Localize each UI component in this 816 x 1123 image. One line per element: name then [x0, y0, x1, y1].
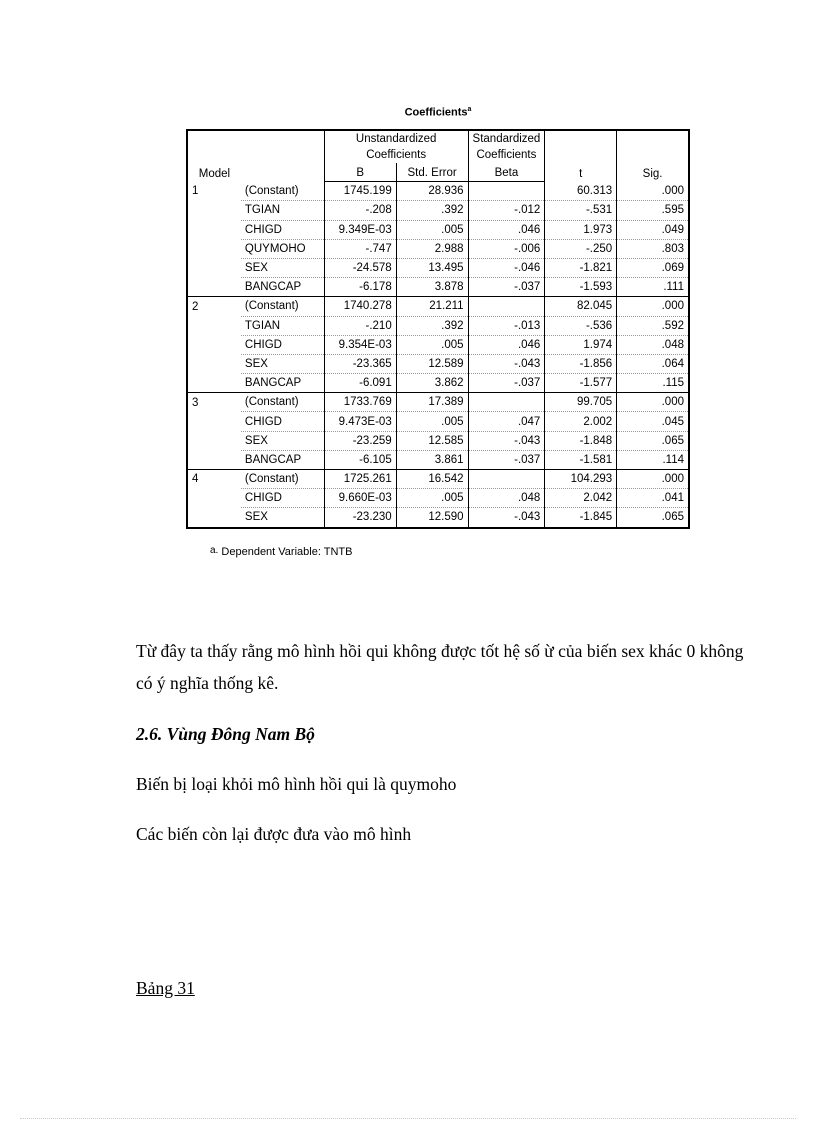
cell-sig: .069	[617, 258, 689, 277]
cell-model	[187, 508, 241, 528]
cell-b: 9.354E-03	[324, 335, 396, 354]
page-bottom-rule	[20, 1118, 796, 1119]
section-heading: 2.6. Vùng Đông Nam Bộ	[136, 724, 315, 744]
cell-variable: (Constant)	[241, 182, 324, 201]
table-title-superscript: a	[467, 106, 472, 113]
cell-sig: .045	[617, 412, 689, 431]
cell-std-error: 2.988	[396, 239, 468, 258]
cell-variable: CHIGD	[241, 335, 324, 354]
cell-b: 1745.199	[324, 182, 396, 201]
cell-t: 1.974	[545, 335, 617, 354]
cell-model	[187, 374, 241, 393]
cell-variable: BANGCAP	[244, 281, 302, 294]
cell-t: -1.577	[545, 374, 617, 393]
cell-t: 99.705	[545, 393, 617, 412]
cell-t: -1.845	[545, 508, 617, 528]
cell-b: 1733.769	[324, 393, 396, 412]
cell-sig: .000	[617, 393, 689, 412]
cell-b: -23.259	[324, 431, 396, 450]
cell-b: 1740.278	[324, 297, 396, 316]
cell-model: 3	[187, 393, 241, 412]
cell-std-error: 13.495	[396, 258, 468, 277]
cell-variable: (Constant)	[241, 297, 324, 316]
cell-b: -23.365	[324, 354, 396, 373]
table-row	[187, 278, 689, 297]
cell-beta	[468, 393, 545, 412]
cell-variable: TGIAN	[241, 201, 324, 220]
cell-variable: SEX	[241, 354, 324, 373]
cell-b: 1725.261	[324, 470, 396, 489]
cell-t: -1.848	[545, 431, 617, 450]
cell-model: 2	[187, 297, 241, 316]
cell-b: -24.578	[324, 258, 396, 277]
cell-model	[187, 335, 241, 354]
table-row	[187, 508, 689, 528]
cell-sig: .000	[617, 297, 689, 316]
paragraph-conclusion: Từ đây ta thấy rằng mô hình hồi qui không được tốt hệ số ừ của biến sex khác 0 không có ý nghĩa thống kê.	[136, 641, 744, 693]
table-title-text: Coefficients	[404, 106, 468, 119]
cell-std-error: .392	[396, 201, 468, 220]
table-row	[187, 450, 689, 469]
cell-variable: BANGCAP	[244, 453, 302, 466]
cell-variable: (Constant)	[241, 470, 324, 489]
cell-b: 9.473E-03	[324, 412, 396, 431]
cell-beta: .047	[468, 412, 545, 431]
cell-model	[187, 278, 241, 297]
cell-t: -.536	[545, 316, 617, 335]
cell-beta: -.037	[468, 450, 545, 469]
cell-variable: CHIGD	[241, 220, 324, 239]
table-row	[187, 393, 689, 412]
header-variable	[241, 130, 324, 182]
table-title	[186, 106, 690, 119]
header-model: Model	[198, 167, 231, 180]
cell-sig: .803	[617, 239, 689, 258]
cell-sig: .000	[617, 182, 689, 201]
cell-variable: BANGCAP	[244, 377, 302, 390]
table-row	[187, 297, 689, 316]
header-standardized: Standardized Coefficients	[468, 130, 545, 163]
table-row	[187, 431, 689, 450]
cell-beta	[468, 297, 545, 316]
cell-std-error: 17.389	[396, 393, 468, 412]
cell-beta: -.043	[468, 354, 545, 373]
cell-t: 60.313	[545, 182, 617, 201]
cell-t: -.250	[545, 239, 617, 258]
header-std-error: Std. Error	[396, 163, 468, 182]
cell-model	[187, 431, 241, 450]
cell-std-error: .392	[396, 316, 468, 335]
cell-std-error: .005	[396, 220, 468, 239]
cell-b: -6.105	[324, 450, 396, 469]
cell-model	[187, 450, 241, 469]
cell-variable: TGIAN	[241, 316, 324, 335]
header-unstandardized: Unstandardized Coefficients	[324, 130, 468, 163]
cell-model	[187, 354, 241, 373]
table-row	[187, 182, 689, 201]
cell-sig: .592	[617, 316, 689, 335]
cell-sig: .048	[617, 335, 689, 354]
cell-b: 9.349E-03	[324, 220, 396, 239]
cell-t: -1.856	[545, 354, 617, 373]
table-row	[187, 258, 689, 277]
footnote-text: Dependent Variable: TNTB	[221, 546, 353, 558]
paragraph-removed-variable: Biến bị loại khỏi mô hình hồi qui là quymoho	[136, 774, 457, 794]
cell-b: -6.091	[324, 374, 396, 393]
cell-std-error: 3.878	[396, 278, 468, 297]
cell-beta: -.012	[468, 201, 545, 220]
cell-beta	[468, 470, 545, 489]
cell-t: 2.042	[545, 489, 617, 508]
cell-model	[187, 412, 241, 431]
cell-b: -.208	[324, 201, 396, 220]
cell-sig: .595	[617, 201, 689, 220]
cell-beta: -.037	[468, 374, 545, 393]
cell-std-error: 16.542	[396, 470, 468, 489]
header-beta: Beta	[468, 163, 545, 182]
cell-beta: .046	[468, 220, 545, 239]
cell-t: 82.045	[545, 297, 617, 316]
cell-variable: SEX	[244, 511, 268, 524]
cell-t: -1.581	[545, 450, 617, 469]
cell-std-error: 28.936	[396, 182, 468, 201]
cell-std-error: .005	[396, 335, 468, 354]
cell-beta: -.046	[468, 258, 545, 277]
coefficients-body	[187, 182, 689, 528]
header-b: B	[324, 163, 396, 182]
coefficients-table	[186, 129, 690, 529]
cell-std-error: .005	[396, 489, 468, 508]
table-row	[187, 374, 689, 393]
table-row	[187, 470, 689, 489]
cell-model	[187, 239, 241, 258]
cell-std-error: 12.590	[396, 508, 468, 528]
table-row	[187, 316, 689, 335]
cell-sig: .049	[617, 220, 689, 239]
cell-b: -6.178	[324, 278, 396, 297]
cell-b: -.747	[324, 239, 396, 258]
table-footnote	[210, 545, 352, 558]
cell-sig: .041	[617, 489, 689, 508]
cell-variable: SEX	[241, 431, 324, 450]
cell-t: 104.293	[545, 470, 617, 489]
cell-variable: CHIGD	[241, 412, 324, 431]
table-caption: Bảng 31	[136, 978, 195, 998]
header-row-top	[187, 130, 689, 163]
cell-b: -23.230	[324, 508, 396, 528]
cell-std-error: .005	[396, 412, 468, 431]
table-row	[187, 335, 689, 354]
cell-variable: (Constant)	[241, 393, 324, 412]
table-row	[187, 220, 689, 239]
cell-model	[187, 220, 241, 239]
cell-sig: .064	[617, 354, 689, 373]
cell-variable: CHIGD	[241, 489, 324, 508]
cell-t: 2.002	[545, 412, 617, 431]
cell-t: 1.973	[545, 220, 617, 239]
paragraph-remaining-variables: Các biến còn lại được đưa vào mô hình	[136, 824, 412, 844]
cell-t: -1.593	[545, 278, 617, 297]
cell-beta: -.043	[468, 431, 545, 450]
cell-sig: .115	[617, 374, 689, 393]
cell-sig: .000	[617, 470, 689, 489]
header-t: t	[545, 130, 617, 182]
cell-sig: .114	[617, 450, 689, 469]
cell-t: -.531	[545, 201, 617, 220]
table-row	[187, 354, 689, 373]
cell-beta: -.006	[468, 239, 545, 258]
cell-std-error: 3.861	[396, 450, 468, 469]
table-row	[187, 239, 689, 258]
cell-sig: .065	[617, 508, 689, 528]
table-row	[187, 489, 689, 508]
cell-beta: -.043	[468, 508, 545, 528]
footnote-marker: a.	[210, 545, 219, 556]
cell-variable: SEX	[241, 258, 324, 277]
cell-model: 1	[192, 185, 199, 198]
cell-std-error: 3.862	[396, 374, 468, 393]
cell-model	[187, 201, 241, 220]
cell-t: -1.821	[545, 258, 617, 277]
cell-beta: .048	[468, 489, 545, 508]
cell-beta	[468, 182, 545, 201]
cell-std-error: 21.211	[396, 297, 468, 316]
cell-model	[187, 489, 241, 508]
cell-model: 4	[187, 470, 241, 489]
cell-beta: -.013	[468, 316, 545, 335]
cell-sig: .065	[617, 431, 689, 450]
cell-beta: .046	[468, 335, 545, 354]
cell-variable: QUYMOHO	[241, 239, 324, 258]
cell-std-error: 12.585	[396, 431, 468, 450]
header-sig: Sig.	[617, 130, 689, 182]
table-row	[187, 412, 689, 431]
cell-model	[187, 316, 241, 335]
cell-b: 9.660E-03	[324, 489, 396, 508]
cell-sig: .111	[617, 278, 689, 297]
cell-std-error: 12.589	[396, 354, 468, 373]
table-row	[187, 201, 689, 220]
cell-beta: -.037	[468, 278, 545, 297]
cell-b: -.210	[324, 316, 396, 335]
cell-model	[187, 258, 241, 277]
